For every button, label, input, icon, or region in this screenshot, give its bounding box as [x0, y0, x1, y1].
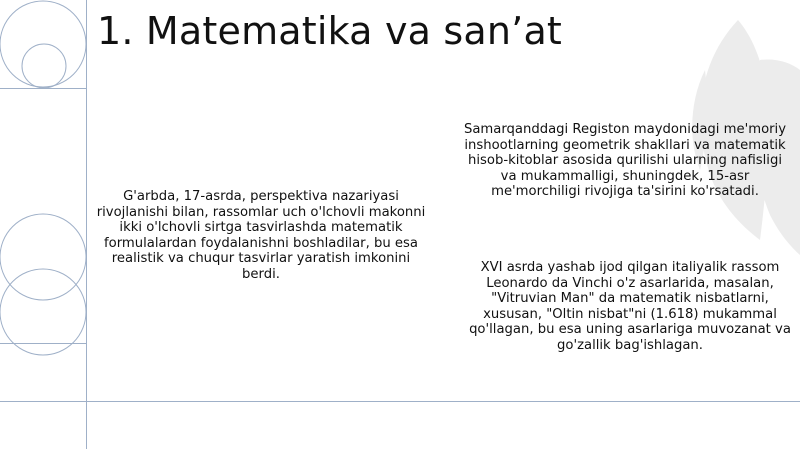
small-circle: [22, 44, 66, 88]
paragraph-perspective: G'arbda, 17-asrda, perspektiva nazariyasi rivojlanishi bilan, rassomlar uch o'lchovli makonni ikki o'lchovli sirtga tasvirlashda matematik formulalardan foydalanishni boshladilar, bu esa realistik va chuqur tasvirlar yaratish imkonini berdi.: [96, 189, 426, 282]
lower-arc-circle-2: [0, 269, 86, 355]
lower-arc-circle-1: [0, 214, 86, 300]
paragraph-registon: Samarqanddagi Registon maydonidagi me'moriy inshootlarning geometrik shakllari va matematik hisob-kitoblar asosida qurilishi ularning nafisligi va mukammalligi, shuningdek, 15-asr me'morchiligi rivojiga ta'sirini ko'rsatadi.: [463, 122, 787, 200]
decorative-circles: [0, 1, 86, 355]
slide-title: 1. Matematika va san’at: [97, 9, 563, 53]
paragraph-leonardo: XVI asrda yashab ijod qilgan italiyalik rassom Leonardo da Vinchi o'z asarlarida, masalan, "Vitruvian Man" da matematik nisbatlarni, xususan, "Oltin nisbat"ni (1.618) mukammal qo'llagan, bu esa uning asarlariga muvozanat va go'zallik bag'ishlagan.: [469, 260, 791, 353]
